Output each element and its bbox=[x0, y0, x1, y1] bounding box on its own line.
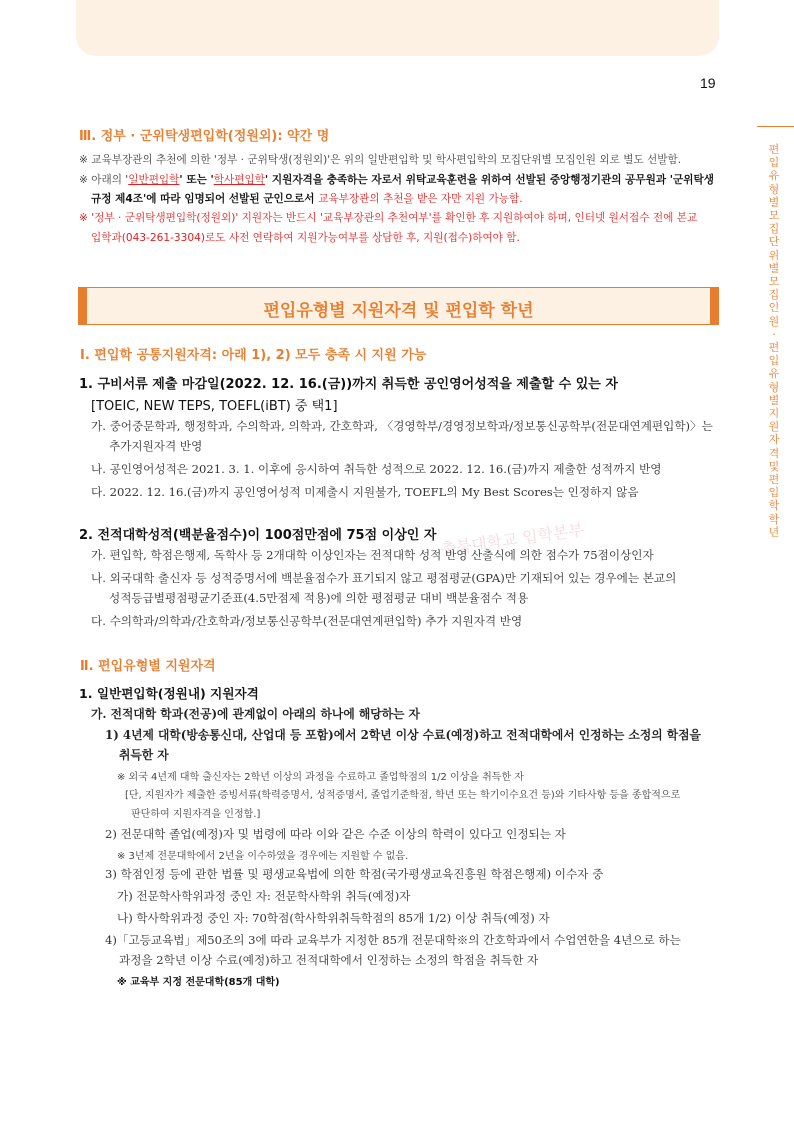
section-iii-note-3: ※ '정부 · 군위탁생편입학(정원외)' 지원자는 반드시 '교육부장관의 추천여부'를 확인한 후 지원하여야 하며, 인터넷 원서접수 전에 본교 bbox=[79, 212, 698, 224]
requirement-4-note: ※ 교육부 지정 전문대학(85개 대학) bbox=[117, 977, 280, 988]
section-i-heading: Ⅰ. 편입학 공통지원자격: 아래 1), 2) 모두 충족 시 지원 가능 bbox=[80, 348, 427, 363]
page-title-box bbox=[78, 287, 719, 325]
item-1-ga: 가. 중어중문학과, 행정학과, 수의학과, 의학과, 간호학과, 〈경영학부/경영정보학과/정보통신공학부(전문대연계편입학)〉는 bbox=[91, 419, 713, 433]
item-1-na: 나. 공인영어성적은 2021. 3. 1. 이후에 응시하여 취득한 성적으로 2022. 12. 16.(금)까지 제출한 성적까지 반영 bbox=[91, 462, 662, 476]
section-iii-note-2 bbox=[79, 172, 714, 187]
item-1-da: 다. 2022. 12. 16.(금)까지 공인영어성적 미제출시 지원불가, TOEFL의 My Best Scores는 인정하지 않음 bbox=[91, 485, 639, 499]
side-rule bbox=[757, 126, 794, 127]
note-2-line-2a: 규정 제4조'에 따라 임명되어 선발된 군인으로서 bbox=[91, 193, 319, 205]
section-iii-note-1: ※ 교육부장관의 추천에 의한 '정부 · 군위탁생(정원외)'은 위의 일반편입학 및 학사편입학의 모집단위별 모집인원 외로 별도 선발함. bbox=[79, 154, 682, 166]
page-title: 편입유형별 지원자격 및 편입학 학년 bbox=[263, 301, 534, 321]
requirement-3: 3) 학점인정 등에 관한 법률 및 평생교육법에 의한 학점(국가평생교육진흥원 학점은행제) 이수자 중 bbox=[105, 867, 604, 881]
note-2-prefix: ※ 아래의 ' bbox=[79, 174, 129, 186]
requirement-1-note-3: 판단하여 지원자격을 인정함.] bbox=[131, 809, 261, 820]
requirement-2: 2) 전문대학 졸업(예정)자 및 법령에 따라 이와 같은 수준 이상의 학력이 있다고 인정되는 자 bbox=[105, 827, 566, 841]
requirement-4: 4)「고등교육법」제50조의 3에 따라 교육부가 지정한 85개 전문대학※의 간호학과에서 수업연한을 4년으로 하는 bbox=[105, 933, 681, 947]
general-transfer-link[interactable]: 일반편입학 bbox=[128, 174, 180, 186]
section-ii-heading: Ⅱ. 편입유형별 지원자격 bbox=[80, 659, 216, 674]
item-2-da: 다. 수의학과/의학과/간호학과/정보통신공학부(전문대연계편입학) 추가 지원자격 반영 bbox=[91, 614, 523, 628]
item-2-na-line-2: 성적등급별평점평균기준표(4.5만점제 적용)에 의한 평점평균 대비 백분율점수 적용 bbox=[109, 591, 529, 605]
item-2-na: 나. 외국대학 출신자 등 성적증명서에 백분율점수가 표기되지 않고 평점평균(GPA)만 기재되어 있는 경우에는 본교의 bbox=[91, 571, 677, 585]
section-iii-heading: Ⅲ. 정부 · 군위탁생편입학(정원외): 약간 명 bbox=[79, 129, 330, 144]
note-2-line-2b: 교육부장관의 추천을 받은 자만 지원 가능함. bbox=[318, 193, 523, 205]
item-1-sub: [TOEIC, NEW TEPS, TOEFL(iBT) 중 택1] bbox=[91, 399, 338, 414]
requirement-3-na: 나) 학사학위과정 중인 자: 70학점(학사학위취득학점의 85개 1/2) 이상 취득(예정) 자 bbox=[117, 911, 550, 925]
item-2-ga: 가. 편입학, 학점은행제, 독학사 등 2개대학 이상인자는 전적대학 성적 반영 산출식에 의한 점수가 75점이상인자 bbox=[91, 548, 654, 562]
note-2-connector: ' 또는 ' bbox=[179, 174, 214, 186]
side-section-tab: 편입유형별 모집단위별 모집인원 · 편입유형별 지원자격 및 편입학 학년 bbox=[768, 143, 780, 539]
item-1-ga-line-2: 추가지원자격 반영 bbox=[109, 439, 203, 453]
page-number: 19 bbox=[700, 75, 716, 91]
note-2-text: ' 지원자격을 충족하는 자로서 위탁교육훈련을 위하여 선발된 중앙행정기관의 공무원과 '군위탁생 bbox=[264, 174, 714, 186]
section-ii-item-1: 1. 일반편입학(정원내) 지원자격 bbox=[79, 686, 259, 701]
requirement-2-note: ※ 3년제 전문대학에서 2년을 이수하였을 경우에는 지원할 수 없음. bbox=[117, 851, 409, 862]
section-iii-note-2-line-2 bbox=[91, 191, 523, 206]
item-1-title: 1. 구비서류 제출 마감일(2022. 12. 16.(금))까지 취득한 공인영어성적을 제출할 수 있는 자 bbox=[79, 377, 618, 392]
requirement-1-note: ※ 외국 4년제 대학 출신자는 2학년 이상의 과정을 수료하고 졸업학점의 1/2 이상을 취득한 자 bbox=[117, 772, 524, 783]
requirement-1-line-2: 취득한 자 bbox=[119, 748, 169, 762]
requirement-1-note-2: [단, 지원자가 제출한 증빙서류(학력증명서, 성적증명서, 졸업기준학점, 학년 또는 학기이수요건 등)와 기타사항 등을 종합적으로 bbox=[125, 790, 681, 801]
section-iii-note-3-line-2: 입학과(043-261-3304)로도 사전 연락하여 지원가능여부를 상담한 후, 지원(접수)하여야 함. bbox=[91, 232, 520, 244]
requirement-4-line-2: 과정을 2학년 이상 수료(예정)하고 전적대학에서 인정하는 소정의 학점을 취득한 자 bbox=[119, 953, 539, 967]
item-2-title: 2. 전적대학성적(백분율점수)이 100점만점에 75점 이상인 자 bbox=[79, 528, 437, 543]
bachelor-transfer-link[interactable]: 학사편입학 bbox=[213, 174, 265, 186]
watermark: 충북대학교 입학본부 bbox=[439, 520, 585, 559]
section-ii-ga: 가. 전적대학 학과(전공)에 관계없이 아래의 하나에 해당하는 자 bbox=[91, 707, 420, 721]
header-band bbox=[76, 0, 719, 56]
requirement-1: 1) 4년제 대학(방송통신대, 산업대 등 포함)에서 2학년 이상 수료(예정)하고 전적대학에서 인정하는 소정의 학점을 bbox=[105, 728, 701, 742]
requirement-3-ga: 가) 전문학사학위과정 중인 자: 전문학사학위 취득(예정)자 bbox=[117, 889, 411, 903]
